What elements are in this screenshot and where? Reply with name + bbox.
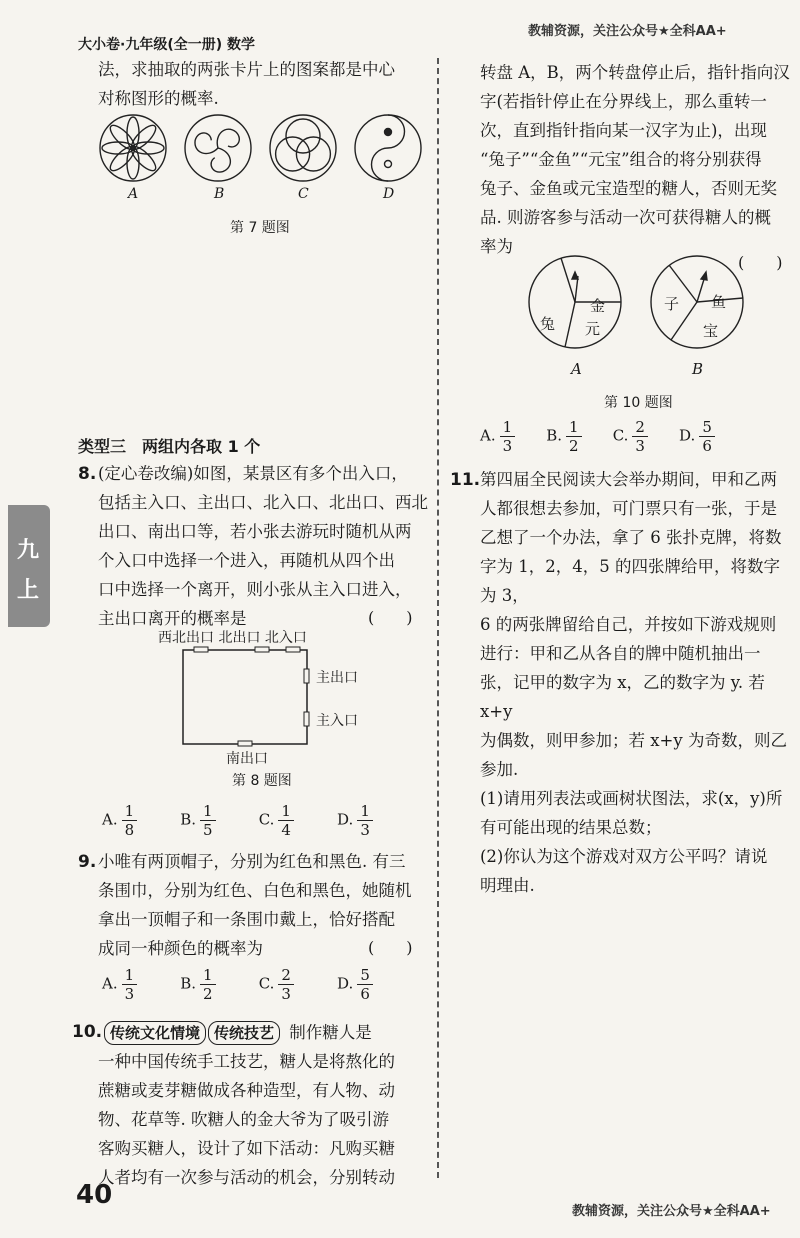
q9-option-c: C. $\frac{2}{3}$ (259, 966, 298, 1003)
header-top-right: 教辅资源，关注公众号★全科AA+ (528, 24, 727, 39)
q11-line: 6 的两张牌留给自己，并按如下游戏规则 (480, 615, 777, 634)
q10-answer-paren: ( ) (738, 253, 783, 272)
q8-map-main-entrance: 主入口 (316, 713, 358, 729)
q9-line: 拿出一顶帽子和一条围巾戴上，恰好搭配 (98, 910, 395, 929)
q10-line: 蔗糖或麦芽糖做成各种造型，有人物、动 (98, 1081, 395, 1100)
q10-option-d: D. $\frac{5}{6}$ (679, 418, 719, 455)
q11-line: 明理由. (480, 876, 535, 895)
q7-label-a: A (128, 186, 139, 202)
q8-line: 出口、南出口等，若小张去游玩时随机从两 (98, 522, 412, 541)
q8-map-south-exit: 南出口 (226, 751, 268, 767)
figure-b (185, 115, 251, 181)
q8-line: 包括主入口、主出口、北入口、北出口、西北 (98, 493, 428, 512)
q10-first-line (104, 1018, 434, 1047)
q8-map (180, 645, 320, 749)
q10-option-c: C. $\frac{2}{3}$ (613, 418, 652, 455)
q10-continued (480, 58, 790, 261)
q9-options (102, 966, 411, 1003)
footer-bottom-right: 教辅资源，关注公众号★全科AA+ (572, 1204, 771, 1219)
q7-label-c: C (298, 186, 309, 202)
q9-option-d: D. $\frac{5}{6}$ (337, 966, 377, 1003)
q10-cont-line: 率为 (480, 237, 513, 256)
q8-options (102, 802, 411, 839)
q7-label-b: B (214, 186, 225, 202)
q7-label-d: D (383, 186, 395, 202)
q10-cont-line: 次，直到指针指向某一汉字为止)，出现 (480, 121, 767, 140)
q11-line: 张，记甲的数字为 x，乙的数字为 y. 若 x+y (480, 673, 765, 721)
q10-option-b: B. $\frac{1}{2}$ (546, 418, 585, 455)
q11-line: 有可能出现的结果总数； (480, 818, 662, 837)
figure-d (355, 115, 421, 181)
q10-caption: 第 10 题图 (604, 395, 673, 411)
wheel-a-gold: 金 (590, 297, 606, 315)
q10-tag-craft: 传统技艺 (208, 1021, 280, 1045)
wheel-b-zi: 子 (664, 295, 680, 313)
q8-line: (定心卷改编)如图，某景区有多个出入口， (98, 464, 408, 483)
q9-line: 成同一种颜色的概率为 (98, 939, 263, 958)
q10-cont-line: 转盘 A，B，两个转盘停止后，指针指向汉 (480, 63, 790, 82)
q7-line: 对称图形的概率. (98, 89, 219, 108)
q10-number: 10. (72, 1022, 103, 1042)
q11-line: (2)你认为这个游戏对双方公平吗？请说 (480, 847, 768, 866)
q10-line: 一种中国传统手工技艺，糖人是将熬化的 (98, 1052, 395, 1071)
q9-number: 9. (78, 852, 97, 872)
q8-number: 8. (78, 464, 97, 484)
q7-caption: 第 7 题图 (230, 220, 290, 236)
q11-line: 人都很想去参加，可门票只有一张，于是 (480, 499, 777, 518)
q11-line: 字为 1，2，4，5 的四张牌给甲，将数字为 3， (480, 557, 780, 605)
wheel-b (642, 250, 762, 360)
q10-option-a: A. $\frac{1}{3}$ (480, 418, 519, 455)
q8-line: 主出口离开的概率是 (98, 609, 247, 628)
q11-line: 为偶数，则甲参加；若 x+y 为奇数，则乙 (480, 731, 787, 750)
column-divider (437, 58, 439, 1178)
q9-answer-paren: ( ) (368, 938, 413, 957)
q10-cont-line: 品. 则游客参与活动一次可获得糖人的概 (480, 208, 771, 227)
q9-option-a: A. $\frac{1}{3}$ (102, 966, 141, 1003)
q9-line: 条围巾，分别为红色、白色和黑色，她随机 (98, 881, 412, 900)
wheel-label-a: A (571, 360, 582, 378)
q9-line: 小唯有两顶帽子，分别为红色和黑色. 有三 (98, 852, 406, 871)
wheel-a-rabbit: 兔 (540, 315, 556, 333)
wheel-label-b: B (692, 360, 704, 378)
figure-a (100, 115, 166, 181)
q7-text (98, 55, 428, 113)
q8-option-c: C. $\frac{1}{4}$ (259, 802, 298, 839)
q10-line: 人者均有一次参与活动的机会，分别转动 (98, 1168, 395, 1187)
q11-line: 第四届全民阅读大会举办期间，甲和乙两 (480, 470, 777, 489)
q7-figures (95, 110, 425, 210)
q8-option-a: A. $\frac{1}{8}$ (102, 802, 141, 839)
q8-option-d: D. $\frac{1}{3}$ (337, 802, 377, 839)
q10-cont-line: 兔子、金鱼或元宝造型的糖人，否则无奖 (480, 179, 777, 198)
q11-line: (1)请用列表法或画树状图法，求(x，y)所 (480, 789, 783, 808)
wheel-b-bao: 宝 (703, 322, 719, 340)
side-tab-char-1: 九 (17, 538, 40, 563)
q8-option-b: B. $\frac{1}{5}$ (180, 802, 219, 839)
q8-map-main-exit: 主出口 (316, 670, 358, 686)
q11-line: 进行：甲和乙从各自的牌中随机抽出一 (480, 644, 761, 663)
q8-caption: 第 8 题图 (232, 773, 292, 789)
q11-line: 参加. (480, 760, 519, 779)
q7-line: 法，求抽取的两张卡片上的图案都是中心 (98, 60, 395, 79)
wheel-a (520, 250, 640, 360)
q8-line: 口中选择一个离开，则小张从主入口进入， (98, 580, 412, 599)
q10-first-line-rest: 制作糖人是 (289, 1023, 372, 1042)
wheel-b-fish: 鱼 (711, 293, 727, 311)
figure-c (270, 115, 336, 181)
section-heading: 类型三 两组内各取 1 个 (78, 437, 261, 456)
q10-options (480, 418, 719, 455)
q9-option-b: B. $\frac{1}{2}$ (180, 966, 219, 1003)
q10-line: 物、花草等. 吹糖人的金大爷为了吸引游 (98, 1110, 389, 1129)
q8-answer-paren: ( ) (368, 608, 413, 627)
q11-number: 11. (450, 470, 481, 490)
q11-text (480, 465, 792, 900)
q8-line: 个入口中选择一个进入，再随机从四个出 (98, 551, 395, 570)
side-tab-char-2: 上 (17, 578, 40, 603)
wheel-a-yuan: 元 (585, 320, 601, 338)
q10-cont-line: 字(若指针停止在分界线上，那么重转一 (480, 92, 767, 111)
q10-tag-culture: 传统文化情境 (104, 1021, 206, 1045)
q10-line: 客购买糖人，设计了如下活动：凡购买糖 (98, 1139, 395, 1158)
q8-map-top-label: 西北出口 北出口 北入口 (158, 630, 307, 646)
page-number: 40 (76, 1180, 113, 1210)
q10-text (98, 1047, 428, 1192)
q11-line: 乙想了一个办法，拿了 6 张扑克牌，将数 (480, 528, 782, 547)
side-tab (8, 505, 50, 627)
q10-cont-line: “兔子”“金鱼”“元宝”组合的将分别获得 (480, 150, 762, 169)
header-title: 大小卷·九年级(全一册) 数学 (78, 37, 255, 53)
